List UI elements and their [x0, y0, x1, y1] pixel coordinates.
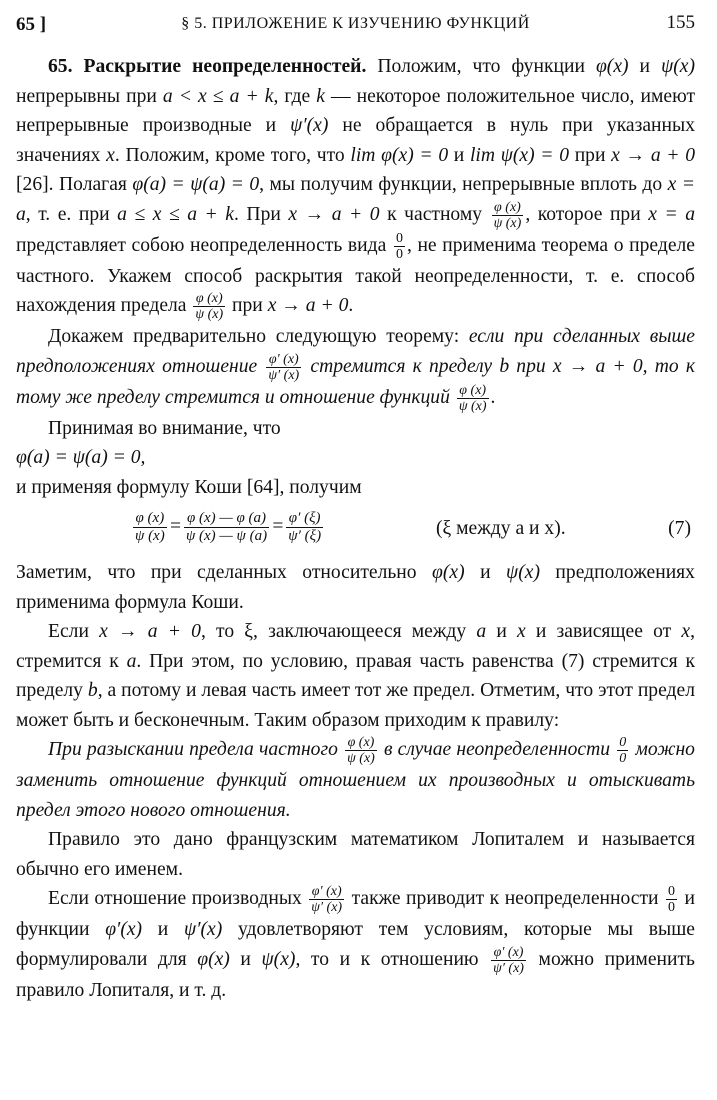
fraction	[309, 884, 344, 915]
fraction-numerator: φ (x)	[492, 200, 524, 216]
paragraph-remark	[16, 558, 695, 617]
paragraph-intro	[16, 52, 695, 322]
theorem-text: если при сделанных выше предположениях отношение	[16, 326, 695, 377]
math: b	[499, 355, 510, 377]
fraction-denominator: ψ′ (x)	[268, 367, 300, 383]
text: , т. е. при	[25, 203, 118, 225]
paragraph-lhopital: Правило это дано французским математиком Лопиталем и называется обычно его именем.	[16, 829, 695, 880]
fraction-denominator: ψ′ (ξ)	[288, 528, 322, 544]
fraction	[492, 200, 524, 231]
fraction	[617, 735, 628, 766]
text: , мы получим функции, непрерывные вплоть до	[259, 174, 668, 195]
fraction-numerator: φ (x)	[133, 510, 167, 528]
math: φ(x)	[432, 562, 465, 583]
text: , не применима теорема о пределе частного. Укажем способ раскрытия такой неопределенности, т. е. способ нахождения предела	[16, 234, 695, 316]
fraction-denominator: ψ′ (x)	[311, 900, 343, 915]
text: и	[464, 562, 507, 583]
text: Если	[48, 621, 100, 642]
header-section-title: § 5. ПРИЛОЖЕНИЕ К ИЗУЧЕНИЮ ФУНКЦИЙ	[181, 15, 530, 32]
text: Докажем предварительно следующую теорему:	[48, 326, 469, 347]
text: , то и к отношению	[295, 948, 490, 970]
fraction-numerator: φ (x)	[345, 735, 377, 751]
fraction-denominator: ψ (x)	[493, 215, 522, 231]
text: . При этом, по условию, правая часть равенства (7) стремится к пределу	[16, 650, 695, 701]
fraction-denominator: 0	[668, 900, 676, 915]
paragraph-note: Принимая во внимание, что	[48, 417, 281, 439]
math: k	[316, 85, 325, 107]
text: при	[227, 295, 268, 316]
math: x = a	[648, 203, 696, 225]
text: представляет собою неопределенность вида	[16, 234, 392, 256]
math: x → a + 0	[552, 355, 643, 377]
math: b	[87, 680, 98, 701]
fraction	[345, 735, 377, 766]
math: ψ(x)	[261, 948, 296, 970]
page-body	[16, 52, 695, 1005]
math: ψ′(x)	[290, 115, 329, 136]
fraction-numerator: 0	[668, 884, 676, 899]
math: a	[476, 621, 487, 642]
math: lim φ(x) = 0	[350, 144, 449, 166]
fraction-denominator: ψ (x)	[135, 528, 165, 544]
math: φ′(x)	[105, 919, 143, 940]
fraction	[184, 510, 269, 545]
text: [26]. Полагая	[16, 174, 133, 195]
text: к частному	[379, 203, 490, 225]
math: x = a	[16, 174, 695, 225]
section-heading: 65. Раскрытие неопределенностей.	[48, 56, 367, 77]
equation-number: (7)	[668, 518, 691, 539]
math: x → a + 0	[267, 295, 349, 316]
equation-boundary: φ(a) = ψ(a) = 0,	[16, 447, 146, 468]
fraction	[666, 884, 677, 915]
fraction-numerator: φ (x)	[457, 383, 489, 399]
fraction-denominator: ψ′ (x)	[493, 960, 524, 976]
paragraph-theorem	[16, 322, 695, 414]
math: φ(x)	[595, 56, 629, 77]
paragraph-rule	[16, 735, 695, 825]
fraction-numerator: φ (x)	[193, 291, 225, 307]
paragraph-limit	[16, 617, 695, 735]
fraction-denominator: 0	[395, 246, 403, 262]
math: φ(x)	[197, 948, 230, 970]
equation-condition: (ξ между a и x).	[436, 518, 566, 539]
fraction-numerator: φ′ (x)	[309, 884, 344, 900]
text: .	[348, 295, 354, 316]
fraction	[133, 510, 167, 545]
fraction-denominator: ψ (x) — ψ (a)	[185, 528, 268, 544]
rule-text: в случае неопределенности	[378, 739, 616, 760]
math: ψ(x)	[661, 56, 695, 77]
theorem-text: при	[509, 355, 553, 377]
text: , то ξ, заключающееся между	[200, 621, 477, 642]
math: x	[681, 621, 691, 642]
paragraph-cauchy: и применяя формулу Коши [64], получим	[16, 476, 362, 498]
fraction	[394, 231, 405, 262]
equals-sign: =	[168, 516, 182, 537]
text: не обращается в нуль при указанных значениях	[16, 115, 695, 166]
theorem-text: стремится к пределу	[303, 355, 500, 377]
rule-text: При разыскании предела частного	[48, 739, 344, 760]
math: φ(a) = ψ(a) = 0	[132, 174, 260, 195]
fraction-numerator: φ′ (x)	[266, 352, 301, 368]
text: и	[142, 919, 185, 940]
math: ψ′(x)	[184, 919, 223, 940]
math: ψ(x)	[506, 562, 540, 583]
text: . Положим, кроме того, что	[114, 144, 351, 166]
fraction-numerator: φ′ (x)	[491, 945, 526, 961]
text: и	[486, 621, 517, 642]
running-header	[16, 12, 695, 42]
paragraph-repeat	[16, 884, 695, 1005]
text: . При	[234, 203, 289, 225]
rule-text: можно заменить отношение функций отношением их производных и отыскивать предел этого нового отношения.	[16, 739, 695, 821]
header-page-number: 155	[666, 12, 695, 33]
fraction-numerator: 0	[395, 230, 403, 246]
fraction	[266, 352, 301, 383]
fraction-denominator: ψ (x)	[458, 398, 487, 414]
text: .	[490, 386, 496, 408]
math: x	[106, 144, 115, 166]
header-page-ref: 65 ]	[16, 14, 47, 35]
text: и	[628, 56, 662, 77]
fraction-denominator: 0	[619, 751, 627, 766]
fraction	[286, 510, 323, 545]
equals-sign: =	[271, 516, 285, 537]
fraction	[491, 945, 526, 976]
text: , стремится к	[16, 621, 695, 672]
text: , которое при	[525, 203, 649, 225]
math: x → a + 0	[611, 144, 695, 166]
math: a	[126, 650, 137, 672]
fraction-numerator: φ′ (ξ)	[286, 510, 323, 528]
math: x → a + 0	[288, 203, 380, 225]
text: также приводит к неопределенности	[346, 888, 665, 909]
math: x → a + 0	[99, 621, 201, 642]
text: можно применить правило Лопиталя, и т. д.	[16, 948, 695, 1001]
math: x	[517, 621, 526, 642]
text: — некоторое положительное число, имеют непрерывные производные и	[16, 85, 696, 136]
text: предположениях применима формула Коши.	[16, 562, 695, 613]
text: при	[569, 144, 612, 166]
text: Положим, что функции	[366, 56, 596, 77]
text: и	[229, 948, 262, 970]
fraction-denominator: ψ (x)	[347, 751, 375, 766]
text: Заметим, что при сделанных относительно	[16, 562, 433, 583]
math: lim ψ(x) = 0	[469, 144, 570, 166]
fraction	[457, 383, 489, 414]
text: и	[448, 144, 470, 166]
fraction	[193, 291, 225, 322]
math: a ≤ x ≤ a + k	[117, 203, 234, 225]
fraction-denominator: ψ (x)	[195, 307, 224, 322]
text: удовлетворяют тем условиям, которые мы выше формулировали для	[16, 919, 695, 970]
text: Если отношение производных	[48, 888, 308, 909]
theorem-text: , то к тому же пределу стремится и отношение функций	[16, 355, 695, 408]
text: , а потому и левая часть имеет тот же предел. Отметим, что этот предел может быть и бесконечным. Таким образом приходим к правилу:	[16, 680, 695, 731]
fraction-numerator: 0	[619, 735, 627, 750]
math: a < x ≤ a + k	[162, 85, 274, 107]
fraction-numerator: φ (x) — φ (a)	[184, 510, 269, 528]
text: и зависящее от	[525, 621, 682, 642]
text: и функции	[16, 888, 696, 940]
text: непрерывны при	[16, 85, 163, 107]
equation-body	[131, 510, 325, 545]
text: , где	[273, 85, 317, 107]
equation-7	[16, 506, 695, 552]
